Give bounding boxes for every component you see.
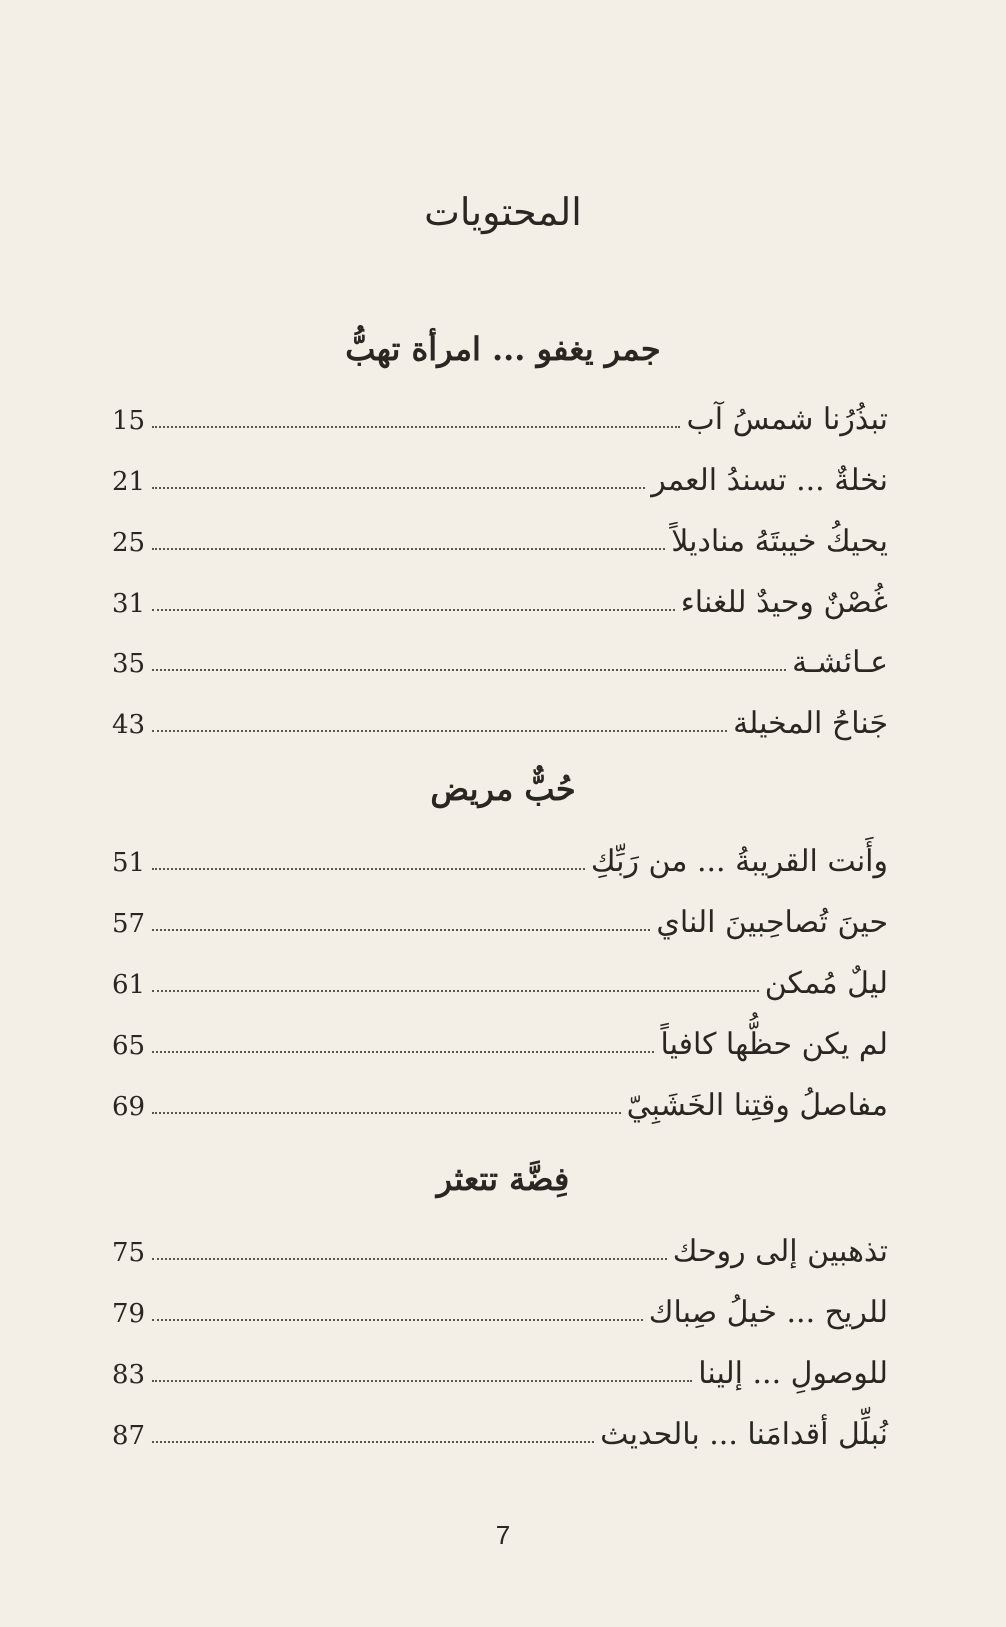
toc-entry [112,1283,888,1333]
toc-entry [112,512,888,562]
dot-leader [152,1112,621,1114]
toc-entry [112,694,888,744]
toc-page-number: 75 [112,1238,146,1268]
page-title: المحتويات [424,190,582,234]
dot-leader [152,868,585,870]
dot-leader [152,609,675,611]
toc-entry-title: للوصولِ ... إلينا [698,1356,888,1391]
toc-entry-title: يحيكُ خيبتَهُ مناديلاً [671,524,888,559]
toc-entry-title: غُصْنٌ وحيدٌ للغناء [680,585,888,620]
toc-entry [112,1405,888,1455]
dot-leader [152,1258,667,1260]
toc-entry [112,573,888,623]
toc-entry-title: نُبلِّل أقدامَنا ... بالحديث [600,1417,888,1452]
toc-entry [112,633,888,683]
toc-entry-title: تبذُرُنا شمسُ آب [686,402,888,437]
dot-leader [152,487,645,489]
toc-entry [112,954,888,1004]
dot-leader [152,1051,654,1053]
dot-leader [152,929,650,931]
page-number: 7 [495,1520,511,1550]
section-title: حُبٌّ مريض [430,770,576,808]
dot-leader [152,990,759,992]
toc-entry [112,832,888,882]
dot-leader [152,1441,594,1443]
toc-page-number: 35 [112,649,146,679]
toc-entry-title: جَناحُ المخيلة [733,706,888,741]
toc-page-number: 65 [112,1031,146,1061]
toc-entry-title: تذهبين إلى روحك [672,1234,888,1269]
toc-entry [112,893,888,943]
section-title: جمر يغفو ... امرأة تهبُّ [345,330,661,368]
toc-entry-title: وأَنت القريبةُ ... من رَبِّكِ [590,844,888,879]
toc-entry [112,1344,888,1394]
dot-leader [152,669,786,671]
toc-page-number: 87 [112,1421,146,1451]
toc-page-number: 21 [112,467,146,497]
toc-page-number: 61 [112,970,146,1000]
toc-entry [112,451,888,501]
toc-page-number: 83 [112,1360,146,1390]
toc-entry-title: حينَ تُصاحِبينَ الناي [656,905,888,940]
toc-entry-title: للريح ... خيلُ صِباك [648,1295,888,1330]
dot-leader [152,1380,692,1382]
toc-entry [112,1222,888,1272]
toc-entry-title: نخلةٌ ... تسندُ العمر [651,463,888,498]
dot-leader [152,1319,643,1321]
dot-leader [152,730,727,732]
toc-entry [112,390,888,440]
toc-page-number: 79 [112,1299,146,1329]
toc-page-number: 15 [112,406,146,436]
toc-entry [112,1076,888,1126]
toc-page-number: 31 [112,589,146,619]
toc-page-number: 43 [112,710,146,740]
toc-entry-title: عـائشـة [792,645,888,680]
toc-entry-title: لم يكن حظُّها كافياً [660,1027,888,1062]
toc-entry-title: ليلٌ مُمكن [764,966,888,1001]
toc-page-number: 25 [112,528,146,558]
toc-page-number: 51 [112,848,146,878]
dot-leader [152,426,680,428]
toc-entry [112,1015,888,1065]
toc-page-number: 69 [112,1092,146,1122]
toc-page-number: 57 [112,909,146,939]
toc-entry-title: مفاصلُ وقتِنا الخَشَبِيّ [626,1088,888,1123]
dot-leader [152,548,665,550]
section-title: فِضَّة تتعثر [436,1160,570,1198]
